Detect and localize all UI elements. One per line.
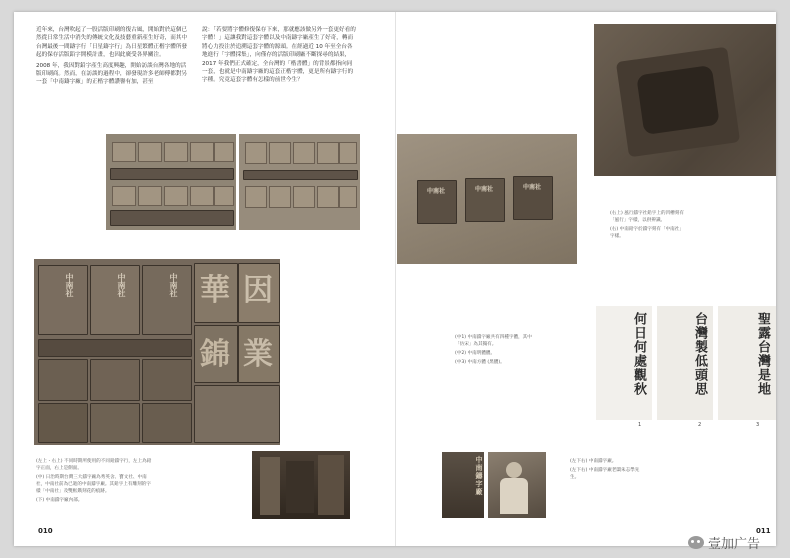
type-glyph-2: 中南社 — [117, 273, 127, 297]
watermark-text: 壹加广告 — [707, 537, 760, 552]
specimen-photo-2 — [657, 306, 713, 420]
type-glyph-7: 錦 — [200, 337, 230, 372]
small-block-glyph-2: 中南社 — [474, 186, 493, 193]
bottom-captions — [570, 458, 640, 483]
caption-bottom-2: (左下右) 中南鑄字廠老闆朱志學先生。 — [570, 468, 640, 480]
type-tray-photo-2 — [239, 134, 360, 230]
specimen-text-3: 聖露台灣是地 — [755, 312, 770, 396]
specimen-text-2: 台灣製低頭思 — [692, 312, 707, 396]
type-glyph-5: 業 — [243, 337, 273, 372]
left-paragraph-1: 近年來，台灣吹起了一股活版印刷的復古風，開始對於這個已然從日常生活中消失的傳統文化及技藝重新產生好奇，而其中台灣最後一間鑄字行「日星鑄字行」為日星繁體正楷字體所發起的保存活版鉛字開模計畫，也因此廣受各界關注。 — [36, 27, 188, 59]
right-paragraph-1: 說：「若要將字體修復保存下來，那就應該做另外一套更好看的字體！」這讓我對這套字體以及中南鑄字廠產生了好奇，轉而將心力投注於追溯這套字體的源頭。在經過近 10 年至全台各地進行「字體採集」，向僅存的活版印刷廠不斷探尋的結果，2017 年我們正式確定，全台灣的「楷書體」的背景都指向同一套，也就是中南鑄字廠的這套正楷字體，更是所有鑄字行的字種。究竟這套字體有怎樣的前世今生？ — [202, 27, 356, 84]
large-type-blocks-photo — [34, 259, 280, 445]
small-block-glyph-3: 中南社 — [522, 184, 541, 191]
type-glyph-6: 華 — [200, 273, 230, 308]
caption-left-2: (中) 日治時期台灣三大鑄字廠為秀英舍、寶文社、中南社，中南社前為已逝的中南鑄字廠。其鉛字上有雕刻的字樣「中南社」及雙框鐫刻花的痕跡。 — [36, 475, 151, 494]
wechat-icon — [688, 536, 704, 549]
caption-left-3: (下) 中南鑄字廠內部。 — [36, 498, 83, 503]
caption-right-1: (右上) 風行鑄字社鉛字上的凹槽刻有「風行」字樣，以供辨識。 — [610, 211, 684, 223]
caption-mid-2: (中2) 中南明體體。 — [455, 351, 496, 356]
caption-left-1: (左上・右上) 不同時期所使用的不同鉛鑄字行，左上為鉛字正面，右上是側面。 — [36, 459, 152, 471]
type-tray-photo-1 — [106, 134, 236, 230]
watermark — [688, 533, 760, 552]
magazine-spread — [14, 12, 776, 546]
type-glyph-1: 中南社 — [65, 273, 75, 297]
figure-number-2: 2 — [698, 422, 702, 428]
caption-bottom-1: (左下右) 中南鑄字廠。 — [570, 459, 617, 464]
left-paragraph-2: 2008 年，我因對鉛字產生高度興趣，開始訪談台灣各地的活版印刷商。然而，在訪談的過程中，卻發現許多老師傅都對另一套「中南鑄字廠」的正楷字體讚譽有加，甚至 — [36, 62, 188, 86]
specimen-photo-1 — [596, 306, 652, 420]
right-body-text — [202, 26, 357, 87]
specimen-text-1: 何日何處觀秋 — [631, 312, 646, 396]
page-number-left: 010 — [38, 527, 53, 535]
factory-owner-photo — [488, 452, 546, 518]
caption-mid-1: (中1) 中南鑄字廠共有四種字體，其中「仿宋」為其獨有。 — [455, 335, 532, 347]
middle-captions — [455, 334, 541, 368]
left-captions — [36, 458, 154, 506]
factory-interior-photo — [252, 451, 350, 519]
factory-sign-photo — [442, 452, 484, 518]
right-top-captions — [610, 210, 688, 242]
page-number-right: 011 — [756, 527, 771, 535]
factory-sign-text: 中南鑄字廠 — [475, 456, 484, 496]
caption-right-2: (右) 中南鉛字於鑄字刻有「中南社」字樣。 — [610, 227, 684, 239]
caption-mid-3: (中3) 中南方體 (黑體)。 — [455, 360, 505, 365]
small-block-glyph-1: 中南社 — [426, 188, 445, 195]
type-glyph-4: 因 — [243, 273, 273, 308]
page-fold — [395, 12, 396, 546]
figure-number-1: 1 — [638, 422, 642, 428]
type-glyph-3: 中南社 — [169, 273, 179, 297]
left-body-text — [36, 26, 188, 89]
small-type-blocks-photo — [397, 134, 577, 264]
figure-number-3: 3 — [756, 422, 760, 428]
type-closeup-photo — [594, 24, 776, 176]
specimen-photo-3 — [718, 306, 776, 420]
